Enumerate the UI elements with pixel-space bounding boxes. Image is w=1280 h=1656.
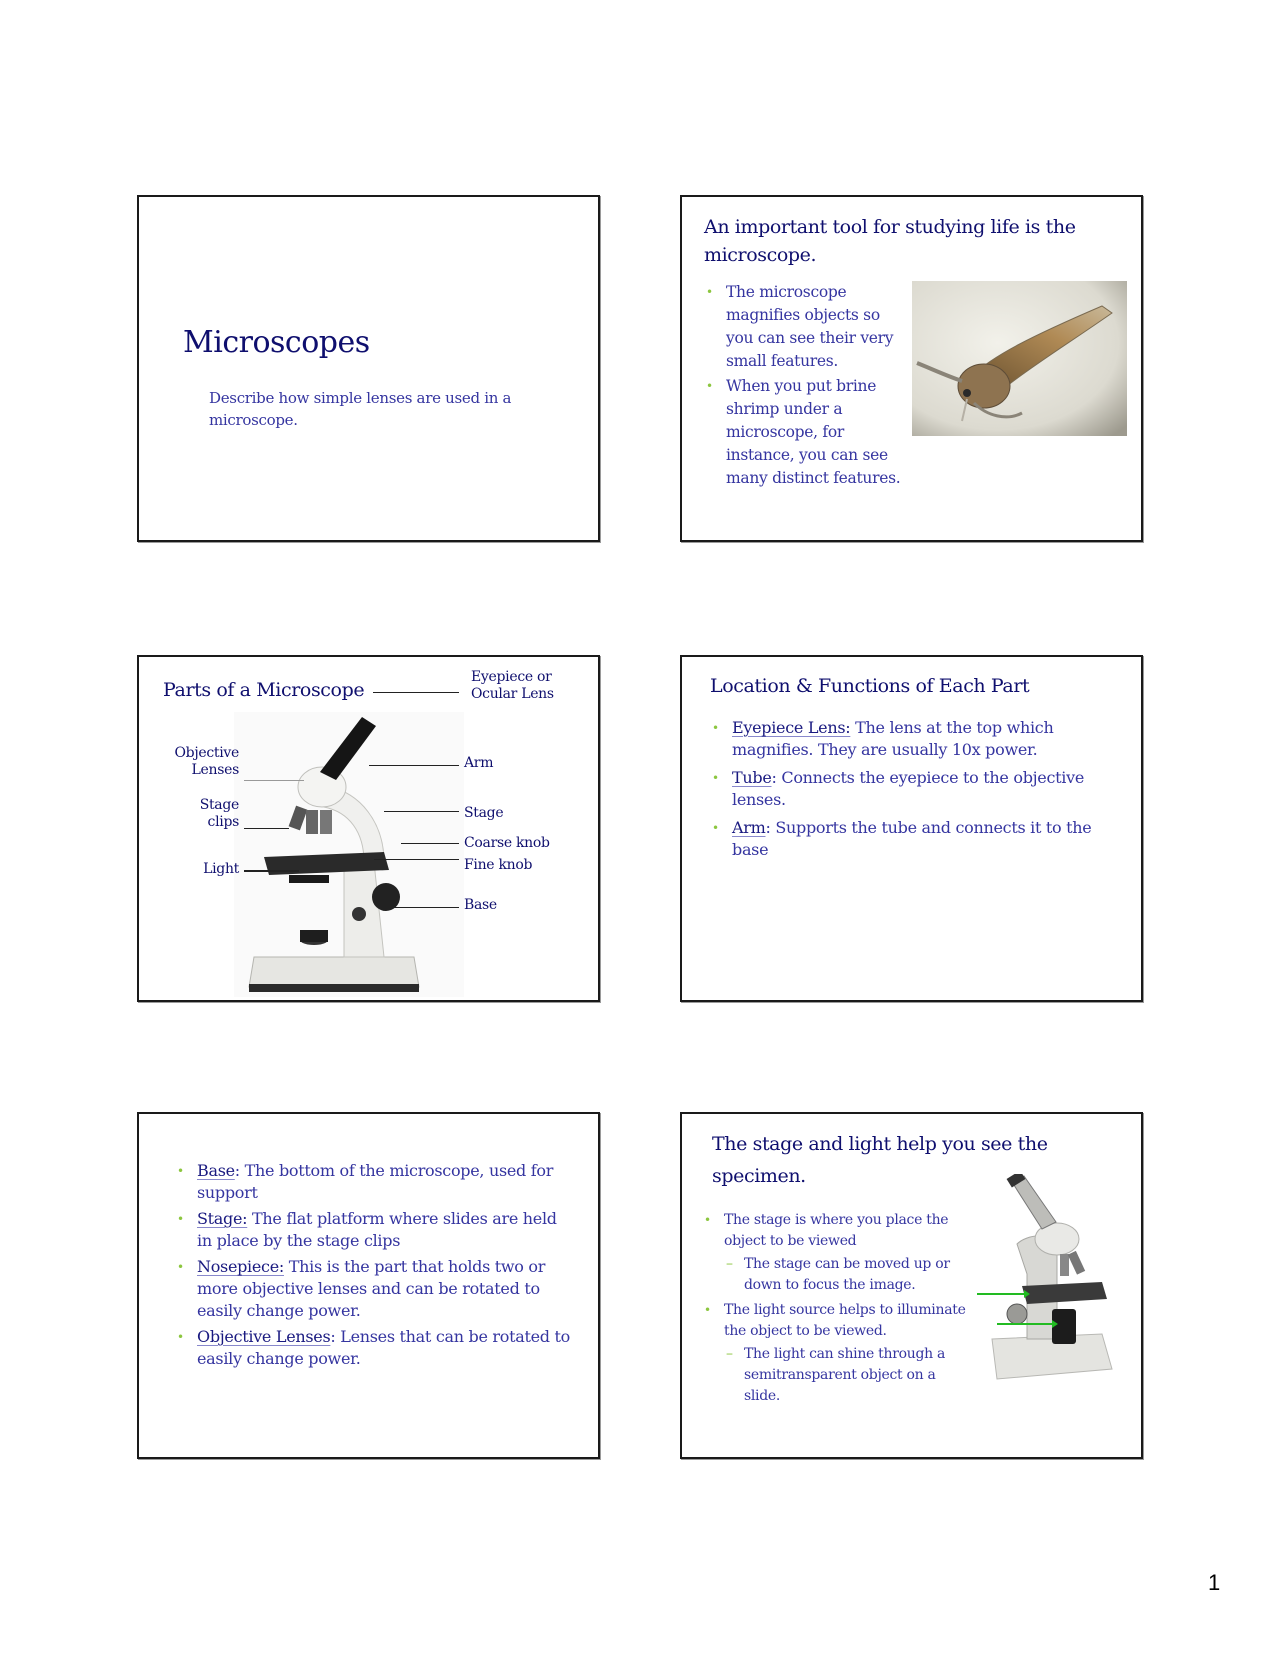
bullet-item: • Arm: Supports the tube and connects it to the base: [712, 818, 1092, 859]
slide-heading: Location & Functions of Each Part: [710, 675, 1030, 697]
bullet-dot-icon: •: [177, 1330, 184, 1344]
bullet-dot-icon: •: [704, 1303, 711, 1317]
leader-line: [244, 870, 299, 872]
bullet-dot-icon: •: [704, 1213, 711, 1227]
page-number: 1: [1208, 1570, 1221, 1595]
slide-4-location-functions: [680, 655, 1143, 1002]
bullet-dot-icon: •: [712, 771, 719, 785]
bullet-dot-icon: •: [706, 285, 713, 299]
label-stage-clips: Stage clips: [199, 797, 239, 830]
bullet-list: [710, 717, 1130, 867]
bullet-list: [702, 1210, 972, 1411]
term: Base: [197, 1161, 235, 1180]
slide-5-more-parts: [137, 1112, 600, 1459]
sub-bullet-item: – The light can shine through a semitransparent object on a slide.: [726, 1346, 946, 1404]
slide-1-title: [137, 195, 600, 542]
bullet-dot-icon: •: [177, 1212, 184, 1226]
bullet-list: [175, 1160, 575, 1374]
leader-line: [244, 780, 304, 781]
slide-6-stage-and-light: [680, 1112, 1143, 1459]
microscope-arrows-image: [972, 1174, 1122, 1384]
label-stage: Stage: [464, 805, 504, 821]
term: Nosepiece:: [197, 1257, 284, 1276]
bullet-item: • The microscope magnifies objects so you can see their very small features.: [706, 283, 894, 370]
term: Tube: [732, 768, 772, 787]
label-arm: Arm: [464, 755, 494, 771]
sub-bullet-list: [724, 1344, 972, 1407]
sub-bullet-item: – The stage can be moved up or down to focus the image.: [726, 1256, 950, 1293]
label-coarse-knob: Coarse knob: [464, 835, 550, 851]
bullet-item: • The light source helps to illuminate the object to be viewed. – The light can shine through a semitransparent object on a slide.: [702, 1300, 972, 1407]
label-eyepiece: Eyepiece or Ocular Lens: [471, 669, 554, 702]
bullet-item: • When you put brine shrimp under a microscope, for instance, you can see many distinct features.: [706, 377, 901, 487]
leader-line: [384, 811, 459, 812]
bullet-item: • Stage: The flat platform where slides are held in place by the stage clips: [177, 1209, 557, 1250]
dash-icon: –: [726, 1256, 733, 1272]
slide-heading: Parts of a Microscope: [163, 679, 365, 701]
dash-icon: –: [726, 1346, 733, 1362]
bullet-item: • Tube: Connects the eyepiece to the objective lenses.: [712, 768, 1084, 809]
slide-heading: The stage and light help you see the specimen.: [712, 1133, 1048, 1187]
sub-bullet-list: [724, 1254, 972, 1296]
leader-line: [394, 907, 459, 908]
bullet-item: • Nosepiece: This is the part that holds two or more objective lenses and can be rotated to easily change power.: [177, 1257, 546, 1320]
bullet-dot-icon: •: [712, 721, 719, 735]
slide-heading: An important tool for studying life is the microscope.: [704, 216, 1076, 266]
term: Arm: [732, 818, 766, 837]
bullet-list: [704, 281, 904, 492]
leader-line: [244, 828, 289, 829]
bullet-dot-icon: •: [177, 1164, 184, 1178]
bullet-item: • Base: The bottom of the microscope, used for support: [177, 1161, 554, 1202]
label-fine-knob: Fine knob: [464, 857, 533, 873]
term: Eyepiece Lens:: [732, 718, 851, 737]
bullet-item: • Eyepiece Lens: The lens at the top which magnifies. They are usually 10x power.: [712, 718, 1054, 759]
term: Objective Lenses: [197, 1327, 331, 1346]
leader-line: [401, 843, 459, 844]
leader-line: [373, 692, 459, 693]
term: Stage:: [197, 1209, 248, 1228]
microscope-diagram-image: [234, 712, 464, 997]
bullet-item: • The stage is where you place the object to be viewed – The stage can be moved up or down to focus the image.: [702, 1210, 972, 1296]
brine-shrimp-image: [912, 281, 1127, 436]
bullet-dot-icon: •: [177, 1260, 184, 1274]
label-light: Light: [203, 861, 239, 877]
bullet-dot-icon: •: [706, 379, 713, 393]
slide-subtitle: Describe how simple lenses are used in a microscope.: [209, 389, 512, 429]
bullet-dot-icon: •: [712, 821, 719, 835]
label-objective-lenses: Objective Lenses: [174, 745, 239, 778]
slide-title: Microscopes: [183, 325, 370, 360]
slide-3-parts-diagram: [137, 655, 600, 1002]
label-base: Base: [464, 897, 497, 913]
leader-line: [374, 859, 459, 860]
slide-2-important-tool: [680, 195, 1143, 542]
bullet-item: • Objective Lenses: Lenses that can be rotated to easily change power.: [177, 1327, 570, 1368]
leader-line: [369, 765, 459, 766]
